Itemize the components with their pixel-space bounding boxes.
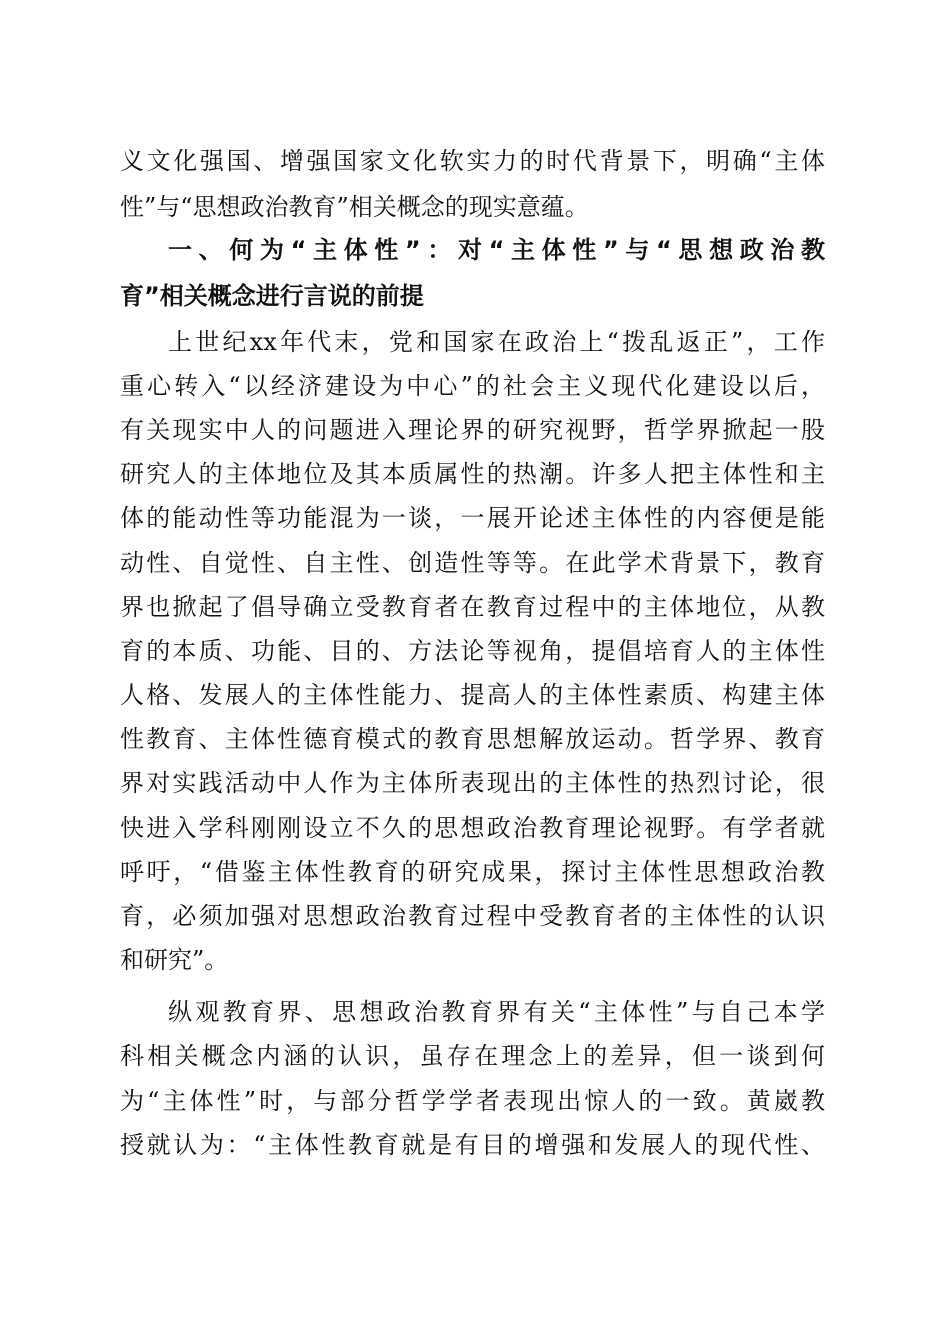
paragraph-line: 性教育、主体性德育模式的教育思想解放运动。哲学界、教育 [120, 725, 825, 753]
paragraph-line: 育的本质、功能、目的、方法论等视角，提倡培育人的主体性 [120, 637, 825, 665]
paragraph-line: 义文化强国、增强国家文化软实力的时代背景下，明确“主体 [120, 147, 825, 175]
paragraph-line: 体的能动性等功能混为一谈，一展开论述主体性的内容便是能 [120, 504, 825, 532]
paragraph-line: 研究人的主体地位及其本质属性的热潮。许多人把主体性和主 [120, 460, 825, 488]
paragraph-line: 为“主体性”时，与部分哲学学者表现出惊人的一致。黄崴教 [120, 1087, 825, 1115]
paragraph-line: 授就认为：“主体性教育就是有目的增强和发展人的现代性、 [120, 1131, 825, 1159]
section-heading: 一、何为“主体性”：对“主体性”与“思想政治教 [168, 236, 825, 264]
section-heading: 育”相关概念进行言说的前提 [120, 282, 424, 310]
paragraph-line: 界对实践活动中人作为主体所表现出的主体性的热烈讨论，很 [120, 769, 825, 797]
paragraph-line: 有关现实中人的问题进入理论界的研究视野，哲学界掀起一股 [120, 416, 825, 444]
paragraph-line: 上世纪xx年代末，党和国家在政治上“拨乱返正”，工作 [168, 328, 825, 356]
paragraph-line: 和研究”。 [120, 946, 229, 974]
paragraph-line: 呼吁，“借鉴主体性教育的研究成果，探讨主体性思想政治教 [120, 858, 825, 886]
paragraph-line: 纵观教育界、思想政治教育界有关“主体性”与自己本学 [168, 998, 825, 1026]
paragraph-line: 育，必须加强对思想政治教育过程中受教育者的主体性的认识 [120, 902, 825, 930]
paragraph-line: 重心转入“以经济建设为中心”的社会主义现代化建设以后， [120, 372, 825, 400]
paragraph-line: 人格、发展人的主体性能力、提高人的主体性素质、构建主体 [120, 681, 825, 709]
paragraph-line: 科相关概念内涵的认识，虽存在理念上的差异，但一谈到何 [120, 1042, 825, 1070]
paragraph-line: 动性、自觉性、自主性、创造性等等。在此学术背景下，教育 [120, 549, 825, 577]
paragraph-line: 界也掀起了倡导确立受教育者在教育过程中的主体地位，从教 [120, 593, 825, 621]
paragraph-line: 快进入学科刚刚设立不久的思想政治教育理论视野。有学者就 [120, 814, 825, 842]
paragraph-line: 性”与“思想政治教育”相关概念的现实意蕴。 [120, 193, 589, 221]
